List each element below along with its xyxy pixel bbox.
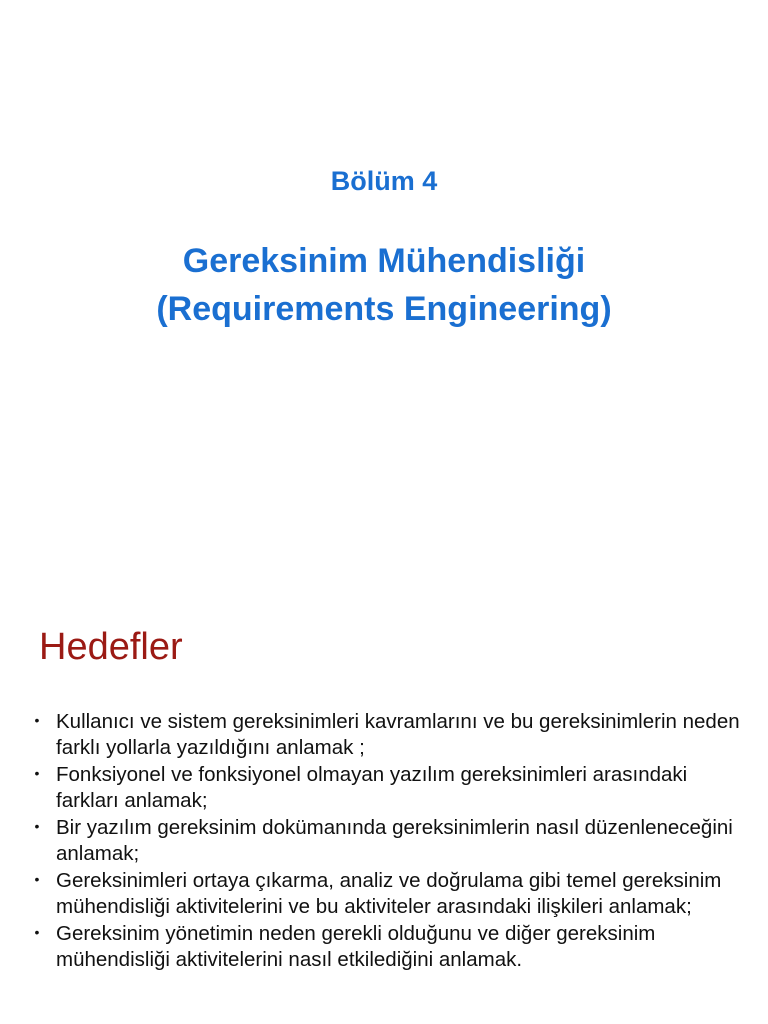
bullet-icon: • <box>34 818 40 834</box>
slide-title-turkish: Gereksinim Mühendisliği <box>182 242 586 280</box>
list-item <box>30 709 755 760</box>
bullet-icon: • <box>34 765 40 781</box>
list-item-text: Fonksiyonel ve fonksiyonel olmayan yazılım gereksinimleri arasındaki farkları anlamak; <box>56 763 688 812</box>
list-item <box>30 868 755 919</box>
list-item-text: Gereksinimleri ortaya çıkarma, analiz ve doğrulama gibi temel gereksinim mühendisliği aktivitelerini ve bu aktiviteler arasındaki ilişkileri anlamak; <box>56 869 722 918</box>
bullet-icon: • <box>34 871 40 887</box>
slide-title-english: (Requirements Engineering) <box>156 290 612 328</box>
objectives-slide <box>0 576 768 1024</box>
objectives-list <box>30 709 755 974</box>
chapter-label: Bölüm 4 <box>330 166 438 196</box>
list-item <box>30 762 755 813</box>
bullet-icon: • <box>34 924 40 940</box>
list-item <box>30 921 755 972</box>
list-item <box>30 815 755 866</box>
list-item-text: Bir yazılım gereksinim dokümanında gereksinimlerin nasıl düzenleneceğini anlamak; <box>56 816 733 865</box>
list-item-text: Kullanıcı ve sistem gereksinimleri kavramlarını ve bu gereksinimlerin neden farklı yollarla yazıldığını anlamak ; <box>56 710 740 759</box>
list-item-text: Gereksinim yönetimin neden gerekli olduğunu ve diğer gereksinim mühendisliği aktivitelerini nasıl etkilediğini anlamak. <box>56 922 656 971</box>
bullet-icon: • <box>34 712 40 728</box>
objectives-heading: Hedefler <box>39 626 183 668</box>
